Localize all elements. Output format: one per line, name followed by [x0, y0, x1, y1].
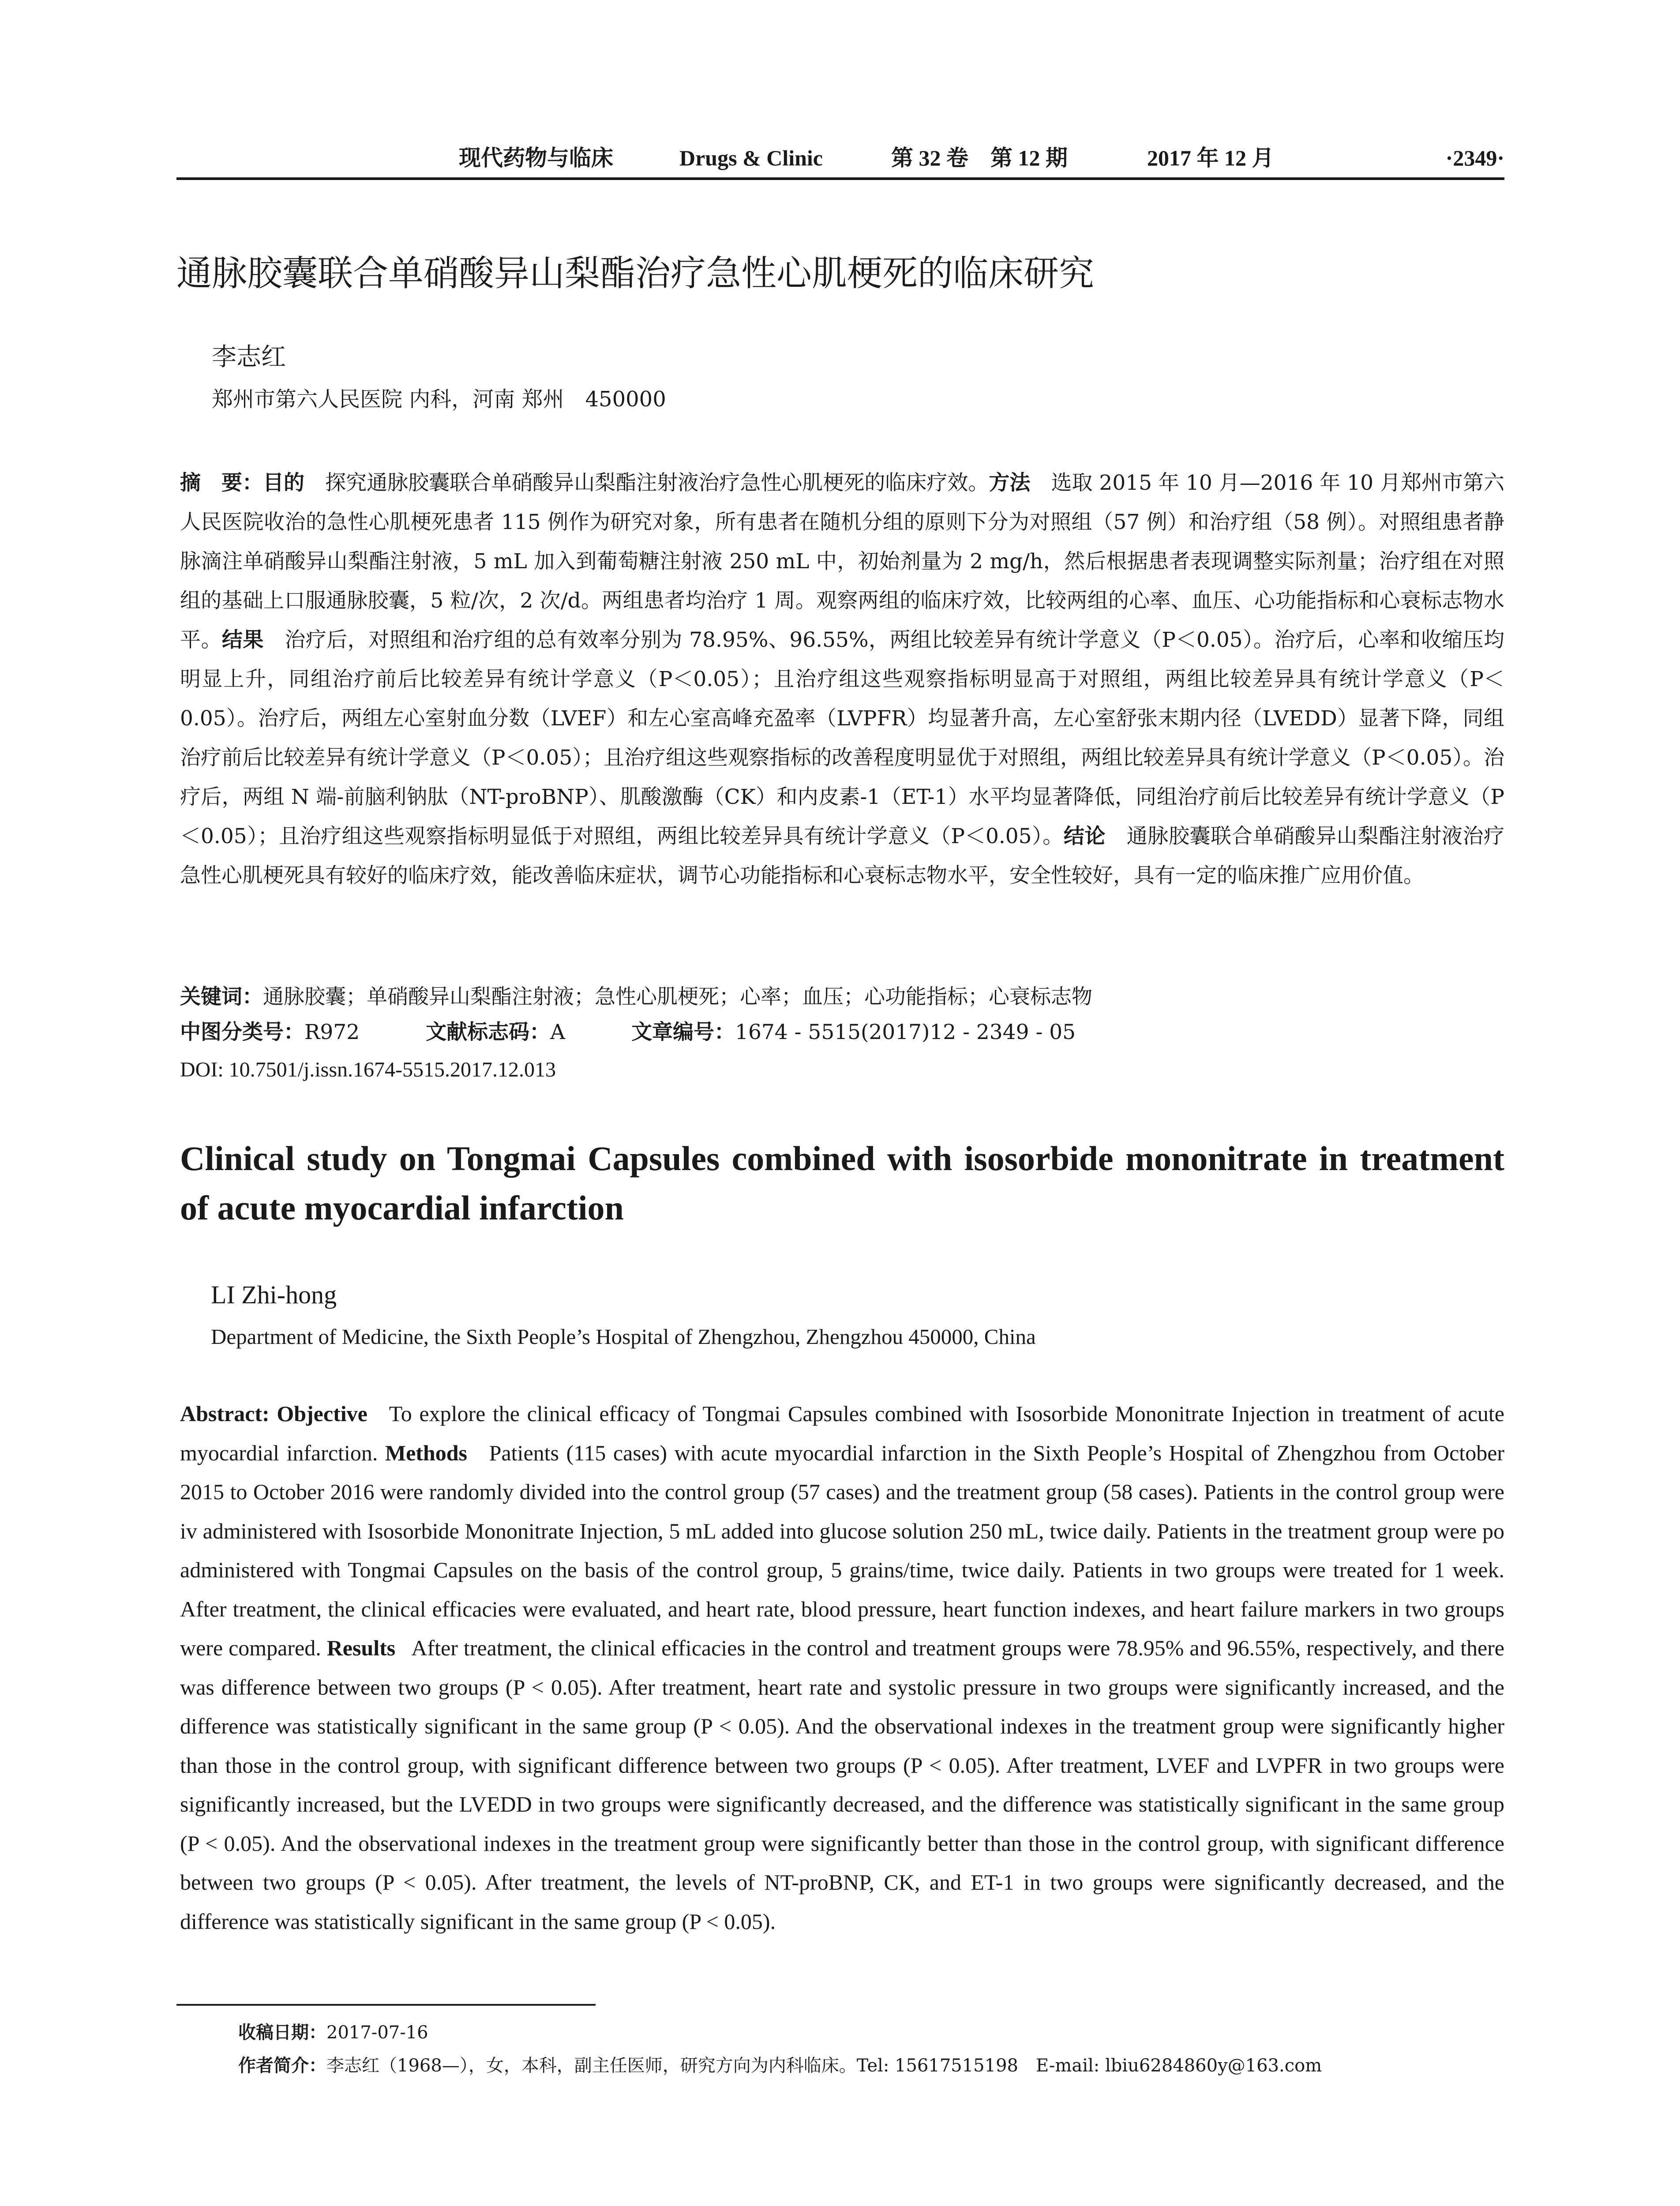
affiliation-en: Department of Medicine, the Sixth People’s Hospital of Zhengzhou, Zhengzhou 450000, China	[211, 1324, 1036, 1349]
running-header	[176, 140, 1504, 176]
methods-label-en: Methods	[385, 1440, 467, 1465]
keywords-label-cn: 关键词：	[180, 985, 263, 1009]
abstract-en	[180, 1394, 1504, 1941]
conclusion-label-cn: 结论	[1063, 824, 1106, 848]
results-text-en: After treatment, the clinical efficacies in the control and treatment groups were 78.95% and 96.55%, respectively, and there was difference between two groups (P < 0.05). After treatment, heart rate and systolic pressure in two groups were significantly increased, and the difference was statistically significant in the same group (P < 0.05). And the observational indexes in the treatment group were significantly higher than those in the control group, with significant difference between two groups (P < 0.05). After treatment, LVEF and LVPFR in two groups were significantly increased, but the LVEDD in two groups were significantly decreased, and the difference was statistically significant in the same group (P < 0.05). And the observational indexes in the treatment group were significantly better than those in the control group, with significant difference between two groups (P < 0.05). After treatment, the levels of NT-proBNP, CK, and ET-1 in two groups were significantly decreased, and the difference was statistically significant in the same group (P < 0.05).	[180, 1636, 1504, 1934]
doc-code-label: 文献标志码：	[426, 1020, 551, 1044]
received-date	[238, 2018, 428, 2047]
classification-line	[180, 1015, 1504, 1050]
author-en: LI Zhi-hong	[211, 1280, 337, 1309]
bio-label: 作者简介：	[238, 2056, 326, 2076]
objective-label-cn: 目的	[263, 471, 305, 495]
received-label: 收稿日期：	[238, 2022, 326, 2043]
author-cn: 李志红	[212, 343, 286, 371]
results-label-en: Results	[326, 1636, 396, 1660]
results-label-cn: 结果	[221, 628, 264, 652]
objective-text-cn: 探究通脉胶囊联合单硝酸异山梨酯注射液治疗急性心肌梗死的临床疗效。	[304, 471, 989, 495]
keywords-text-cn: 通脉胶囊；单硝酸异山梨酯注射液；急性心肌梗死；心率；血压；心功能指标；心衰标志物	[263, 985, 1092, 1009]
volume-issue: 第 32 卷 第 12 期	[891, 146, 1068, 170]
clc-label: 中图分类号：	[180, 1020, 304, 1044]
article-number-label: 文章编号：	[631, 1020, 735, 1044]
journal-name-cn: 现代药物与临床	[459, 145, 613, 171]
doc-code: A	[550, 1020, 566, 1044]
abstract-label-en: Abstract:	[180, 1401, 270, 1426]
footnote-rule	[176, 2004, 596, 2006]
journal-name-en: Drugs & Clinic	[679, 146, 823, 170]
clc-code: R972	[304, 1020, 360, 1044]
methods-label-cn: 方法	[989, 471, 1031, 495]
header-rule	[176, 177, 1504, 180]
paper-title-cn: 通脉胶囊联合单硝酸异山梨酯治疗急性心肌梗死的临床研究	[176, 253, 1094, 294]
abstract-label-cn: 摘 要：	[180, 471, 263, 495]
objective-label-en: Objective	[277, 1401, 368, 1426]
author-bio	[238, 2052, 1322, 2080]
conclusion-text-cn: 通脉胶囊联合单硝酸异山梨酯注射液治疗急性心肌梗死具有较好的临床疗效，能改善临床症状，调节心功能指标和心衰标志物水平，安全性较好，具有一定的临床推广应用价值。	[180, 824, 1505, 888]
abstract-cn	[180, 463, 1504, 895]
results-text-cn: 治疗后，对照组和治疗组的总有效率分别为 78.95%、96.55%，两组比较差异有统计学意义（P＜0.05）。治疗后，心率和收缩压均明显上升，同组治疗前后比较差异有统计学意义（P＜0.05）；且治疗组这些观察指标明显高于对照组，两组比较差异具有统计学意义（P＜0.05）。治疗后，两组左心室射血分数（LVEF）和左心室高峰充盈率（LVPFR）均显著升高，左心室舒张末期内径（LVEDD）显著下降，同组治疗前后比较差异有统计学意义（P＜0.05）；且治疗组这些观察指标的改善程度明显优于对照组，两组比较差异具有统计学意义（P＜0.05）。治疗后，两组 N 端-前脑利钠肽（NT-proBNP）、肌酸激酶（CK）和内皮素-1（ET-1）水平均显著降低，同组治疗前后比较差异有统计学意义（P＜0.05）；且治疗组这些观察指标明显低于对照组，两组比较差异具有统计学意义（P＜0.05）。	[180, 628, 1504, 848]
methods-text-cn: 选取 2015 年 10 月—2016 年 10 月郑州市第六人民医院收治的急性心肌梗死患者 115 例作为研究对象，所有患者在随机分组的原则下分为对照组（57 例）和治疗组（58 例）。对照组患者静脉滴注单硝酸异山梨酯注射液，5 mL 加入到葡萄糖注射液 250 mL 中，初始剂量为 2 mg/h，然后根据患者表现调整实际剂量；治疗组在对照组的基础上口服通脉胶囊，5 粒/次，2 次/d。两组患者均治疗 1 周。观察两组的临床疗效，比较两组的心率、血压、心功能指标和心衰标志物水平。	[180, 471, 1505, 652]
received-value: 2017-07-16	[326, 2022, 428, 2043]
methods-text-en: Patients (115 cases) with acute myocardial infarction in the Sixth People’s Hospital of Zhengzhou from October 2015 to October 2016 were randomly divided into the control group (57 cases) and the treatment group (58 cases). Patients in the control group were iv administered with Isosorbide Mononitrate Injection, 5 mL added into glucose solution 250 mL, twice daily. Patients in the treatment group were po administered with Tongmai Capsules on the basis of the control group, 5 grains/time, twice daily. Patients in two groups were treated for 1 week. After treatment, the clinical efficacies were evaluated, and heart rate, blood pressure, heart function indexes, and heart failure markers in two groups were compared.	[180, 1440, 1505, 1660]
affiliation-cn: 郑州市第六人民医院 内科，河南 郑州 450000	[212, 387, 666, 412]
article-number: 1674 - 5515(2017)12 - 2349 - 05	[735, 1020, 1076, 1044]
page-number: ·2349·	[1445, 146, 1504, 170]
doi: DOI: 10.7501/j.issn.1674-5515.2017.12.013	[180, 1058, 556, 1081]
bio-value: 李志红（1968—），女，本科，副主任医师，研究方向为内科临床。Tel: 15617515198 E-mail: lbiu6284860y@163.com	[326, 2056, 1322, 2076]
paper-title-en: Clinical study on Tongmai Capsules combined with isosorbide mononitrate in treatment of acute myocardial infarction	[180, 1139, 1504, 1227]
objective-text-en: To explore the clinical efficacy of Tongmai Capsules combined with Isosorbide Mononitrate Injection in treatment of acute myocardial infarction.	[180, 1401, 1505, 1465]
issue-date: 2017 年 12 月	[1147, 146, 1274, 170]
keywords-cn	[180, 979, 1504, 1015]
